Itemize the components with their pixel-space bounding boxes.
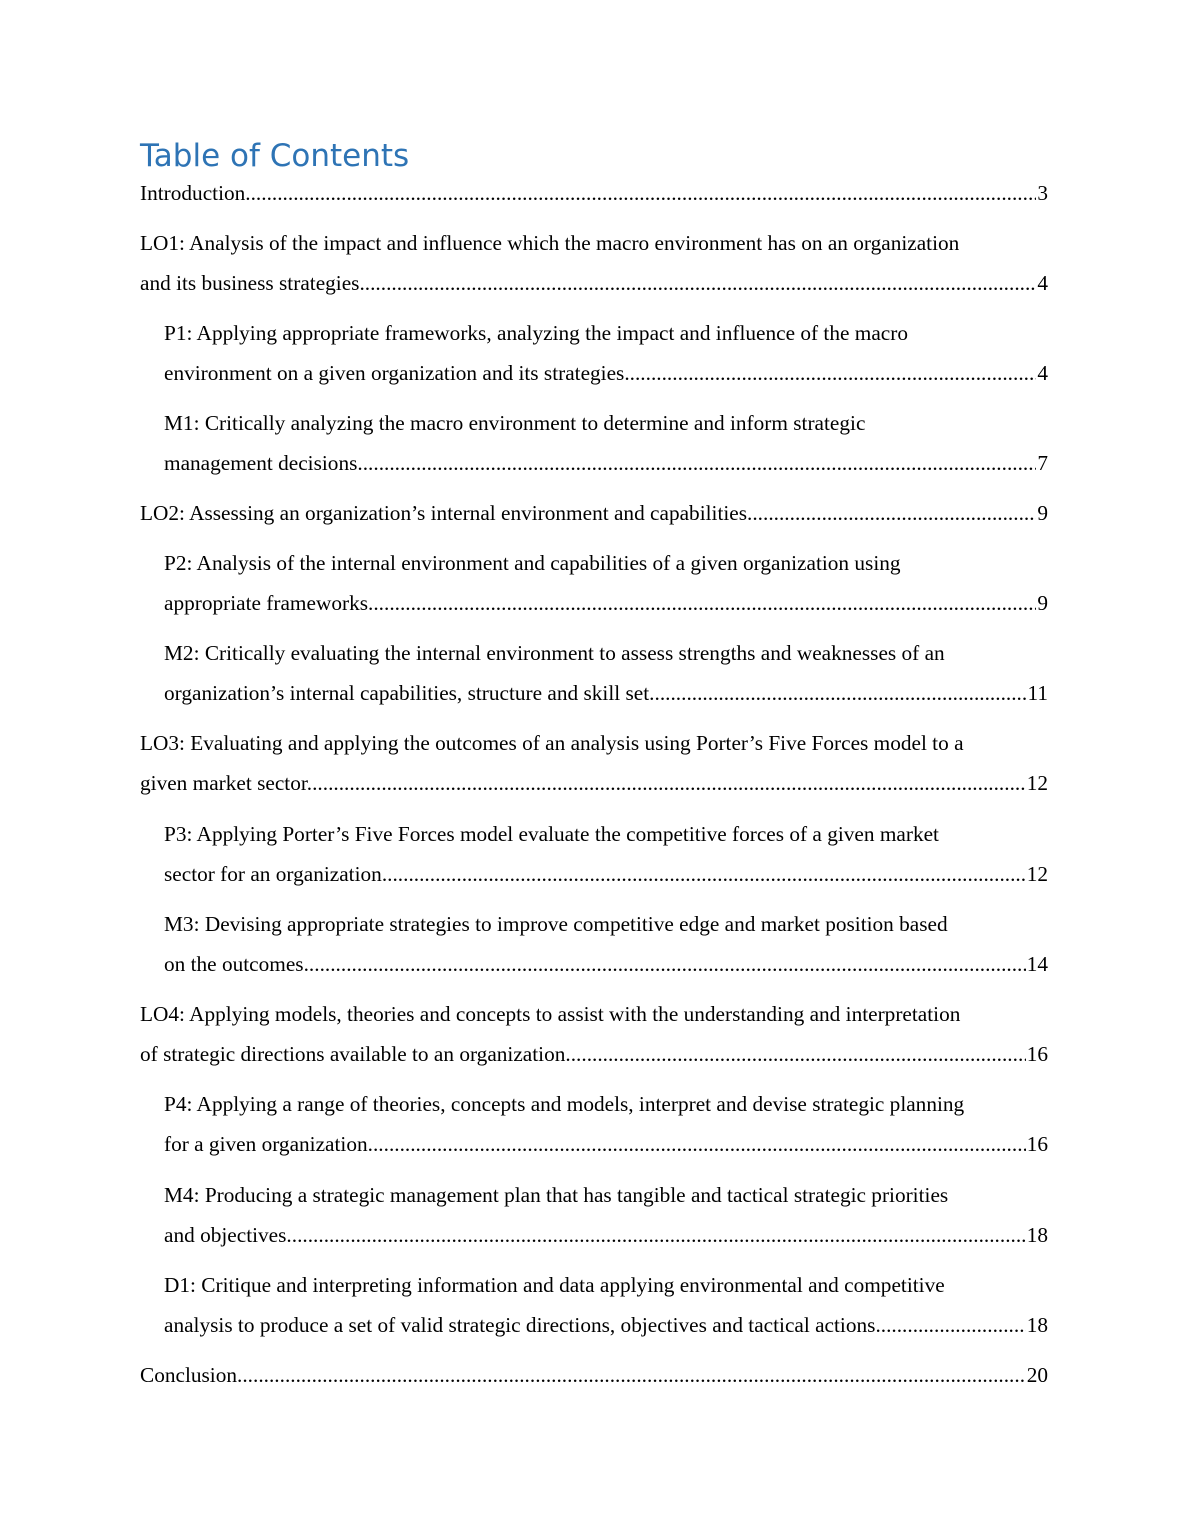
toc-entry-text: D1: Critique and interpreting information and data applying environmental and competitive	[164, 1273, 945, 1297]
toc-entry-introduction[interactable]	[140, 173, 1048, 213]
toc-entry-text: LO1: Analysis of the impact and influence which the macro environment has on an organization	[140, 231, 960, 255]
toc-entry-text-cont: organization’s internal capabilities, structure and skill set	[164, 681, 650, 705]
toc-entry-text: P3: Applying Porter’s Five Forces model evaluate the competitive forces of a given market	[164, 822, 939, 846]
toc-entry-text: LO3: Evaluating and applying the outcomes of an analysis using Porter’s Five Forces model to a	[140, 731, 964, 755]
toc-entry-text-cont: analysis to produce a set of valid strategic directions, objectives and tactical actions	[164, 1313, 876, 1337]
toc-entry-m4[interactable]	[164, 1175, 1048, 1255]
toc-entry-text: Introduction	[140, 181, 246, 205]
toc-page-number: 20	[1026, 1363, 1048, 1387]
toc-page-number: 12	[1026, 771, 1048, 795]
toc-entry-text: M4: Producing a strategic management plan that has tangible and tactical strategic priorities	[164, 1183, 949, 1207]
toc-entry-text: Conclusion	[140, 1363, 238, 1387]
toc-entry-text-cont: on the outcomes	[164, 952, 304, 976]
toc-entry-text: P4: Applying a range of theories, concepts and models, interpret and devise strategic planning	[164, 1092, 965, 1116]
toc-page-number: 7	[1037, 451, 1048, 475]
toc-page-number: 18	[1026, 1313, 1048, 1337]
toc-entry-m2[interactable]	[164, 633, 1048, 713]
toc-entry-text: M2: Critically evaluating the internal environment to assess strengths and weaknesses of an	[164, 641, 945, 665]
toc-entry-text-cont: given market sector	[140, 771, 307, 795]
toc-title: Table of Contents	[140, 138, 410, 174]
toc-page-number: 16	[1026, 1132, 1048, 1156]
toc-page-number: 4	[1037, 271, 1048, 295]
toc-entry-text-cont: management decisions	[164, 451, 358, 475]
toc-entry-text-cont: and objectives	[164, 1223, 287, 1247]
toc-entry-lo2[interactable]	[140, 493, 1048, 533]
toc-entry-text-cont: of strategic directions available to an organization	[140, 1042, 566, 1066]
toc-entry-p2[interactable]	[164, 543, 1048, 623]
toc-entry-text: LO4: Applying models, theories and concepts to assist with the understanding and interpretation	[140, 1002, 961, 1026]
toc-entry-p1[interactable]	[164, 313, 1048, 393]
toc-entry-m1[interactable]	[164, 403, 1048, 483]
toc-entry-lo3[interactable]	[140, 723, 1048, 803]
toc-entry-p4[interactable]	[164, 1084, 1048, 1164]
toc-page-number: 9	[1037, 501, 1048, 525]
toc-page-number: 9	[1037, 591, 1048, 615]
toc-entry-m3[interactable]	[164, 904, 1048, 984]
toc-entry-text: P1: Applying appropriate frameworks, analyzing the impact and influence of the macro	[164, 321, 908, 345]
toc-entry-text-cont: appropriate frameworks	[164, 591, 369, 615]
toc-page-number: 18	[1026, 1223, 1048, 1247]
toc-entry-lo4[interactable]	[140, 994, 1048, 1074]
toc-entry-text: M3: Devising appropriate strategies to improve competitive edge and market position based	[164, 912, 948, 936]
toc-page-number: 4	[1037, 361, 1048, 385]
toc-entry-text-cont: sector for an organization	[164, 862, 382, 886]
toc-entry-d1[interactable]	[164, 1265, 1048, 1345]
toc-page-number: 16	[1026, 1042, 1048, 1066]
toc-entry-text: M1: Critically analyzing the macro environment to determine and inform strategic	[164, 411, 866, 435]
toc-entry-text-cont: environment on a given organization and its strategies	[164, 361, 625, 385]
toc-entry-text-cont: for a given organization	[164, 1132, 368, 1156]
toc-page-number: 11	[1027, 681, 1048, 705]
toc-entry-text: P2: Analysis of the internal environment and capabilities of a given organization using	[164, 551, 901, 575]
toc-entry-text: LO2: Assessing an organization’s internal environment and capabilities	[140, 501, 748, 525]
toc-page-number: 12	[1026, 862, 1048, 886]
toc-page-number: 3	[1037, 181, 1048, 205]
toc-entry-text-cont: and its business strategies	[140, 271, 360, 295]
toc-page-number: 14	[1026, 952, 1048, 976]
toc-entry-p3[interactable]	[164, 814, 1048, 894]
toc-entry-conclusion[interactable]	[140, 1355, 1048, 1395]
toc-entry-lo1[interactable]	[140, 223, 1048, 303]
